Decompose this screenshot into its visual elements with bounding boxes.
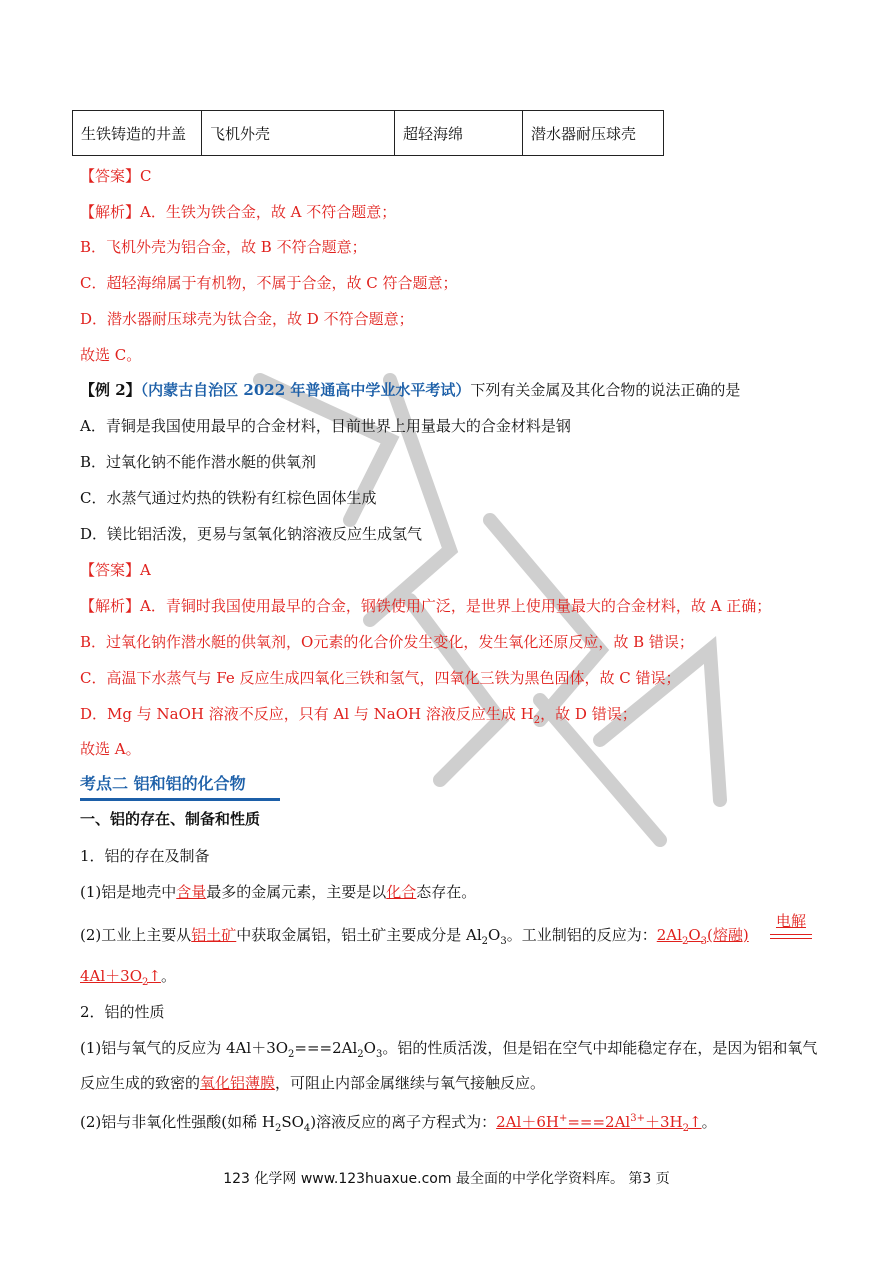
materials-table-row — [72, 110, 664, 156]
ex2-question-text: 下列有关金属及其化合物的说法正确的是 — [470, 381, 741, 399]
ex1-analysis-d: D．潜水器耐压球壳为钛合金，故 D 不符合题意； — [80, 310, 414, 328]
subheading-2: 2．铝的性质 — [80, 1003, 165, 1021]
ex2-option-c: C．水蒸气通过灼热的铁粉有红棕色固体生成 — [80, 489, 377, 507]
paragraph-1: (1)铝是地壳中含量最多的金属元素，主要是以化合态存在。 — [80, 883, 477, 901]
ex1-conclusion: 故选 C。 — [80, 346, 142, 364]
ionic-equation: $2Al+6H^+===2Al^{3+}+3H_2↑$ — [496, 1113, 702, 1134]
ex2-option-d: D．镁比铝活泼，更易与氢氧化钠溶液反应生成氢气 — [80, 525, 423, 543]
paragraph-2: (2)工业上主要从铝土矿中获取金属铝，铝土矿主要成分是 $Al_2O_3$。工业制铝的反应为：$2Al_2O_3$(熔融) — [80, 926, 749, 947]
paragraph-4: (2)铝与非氧化性强酸(如稀 $H_2SO_4$)溶液反应的离子方程式为：$2Al+6H^+===2Al^{3+}+3H_2↑$。 — [80, 1113, 717, 1134]
table-cell: 生铁铸造的井盖 — [73, 111, 202, 155]
section-title: 考点二 铝和铝的化合物 — [80, 771, 280, 801]
blank-answer: 氧化铝薄膜 — [200, 1074, 276, 1092]
ex2-analysis-c: C．高温下水蒸气与 Fe 反应生成四氧化三铁和氢气，四氧化三铁为黑色固体，故 C 错误； — [80, 669, 681, 687]
ex2-source: （内蒙古自治区 2022 年普通高中学业水平考试） — [140, 381, 471, 399]
ex1-analysis-c: C．超轻海绵属于有机物，不属于合金，故 C 符合题意； — [80, 274, 458, 292]
ex2-question — [80, 379, 740, 401]
ex2-analysis-b: B．过氧化钠作潜水艇的供氧剂，O元素的化合价发生变化，发生氧化还原反应，故 B 错误； — [80, 633, 694, 651]
ex2-analysis-a: 【解析】A．青铜时我国使用最早的合金，钢铁使用广泛，是世界上使用量最大的合金材料，故 A 正确； — [80, 597, 772, 615]
ex2-conclusion: 故选 A。 — [80, 740, 141, 758]
page-footer: 123 化学网 www.123huaxue.com 最全面的中学化学资料库。 第3 页 — [223, 1171, 670, 1187]
ex1-answer: 【答案】C — [80, 167, 152, 185]
equation-left: $2Al_2O_3$(熔融) — [656, 926, 749, 947]
ex2-option-b: B．过氧化钠不能作潜水艇的供氧剂 — [80, 453, 317, 471]
ex2-label: 【例 2】 — [80, 381, 141, 399]
table-cell: 潜水器耐压球壳 — [531, 124, 637, 143]
ex2-answer: 【答案】A — [80, 561, 151, 579]
table-cell: 超轻海绵 — [395, 111, 523, 155]
blank-answer: 化合 — [386, 883, 417, 901]
ex2-analysis-d: D．Mg 与 NaOH 溶液不反应，只有 Al 与 NaOH 溶液反应生成 $H_2$，故 D 错误； — [80, 705, 637, 726]
equation-right: $4Al+3O_2↑$。 — [80, 967, 176, 988]
equation-condition: 电解 — [770, 910, 812, 939]
subheading-1: 1．铝的存在及制备 — [80, 847, 210, 865]
ex1-analysis-b: B．飞机外壳为铝合金，故 B 不符合题意； — [80, 238, 367, 256]
blank-answer: 含量 — [176, 883, 207, 901]
paragraph-3: (1)铝与氧气的反应为 $4Al+3O_2===2Al_2O_3$。铝的性质活泼，但是铝在空气中却能稳定存在，是因为铝和氧气 — [80, 1039, 818, 1060]
ex2-option-a: A．青铜是我国使用最早的合金材料，目前世界上用量最大的合金材料是钢 — [80, 417, 571, 435]
table-cell: 飞机外壳 — [202, 111, 395, 155]
section-heading: 一、铝的存在、制备和性质 — [80, 810, 261, 828]
paragraph-3-line-2: 反应生成的致密的氧化铝薄膜，可阻止内部金属继续与氧气接触反应。 — [80, 1074, 546, 1092]
ex1-analysis-a: 【解析】A．生铁为铁合金，故 A 不符合题意； — [80, 203, 397, 221]
blank-answer: 铝土矿 — [191, 926, 237, 944]
